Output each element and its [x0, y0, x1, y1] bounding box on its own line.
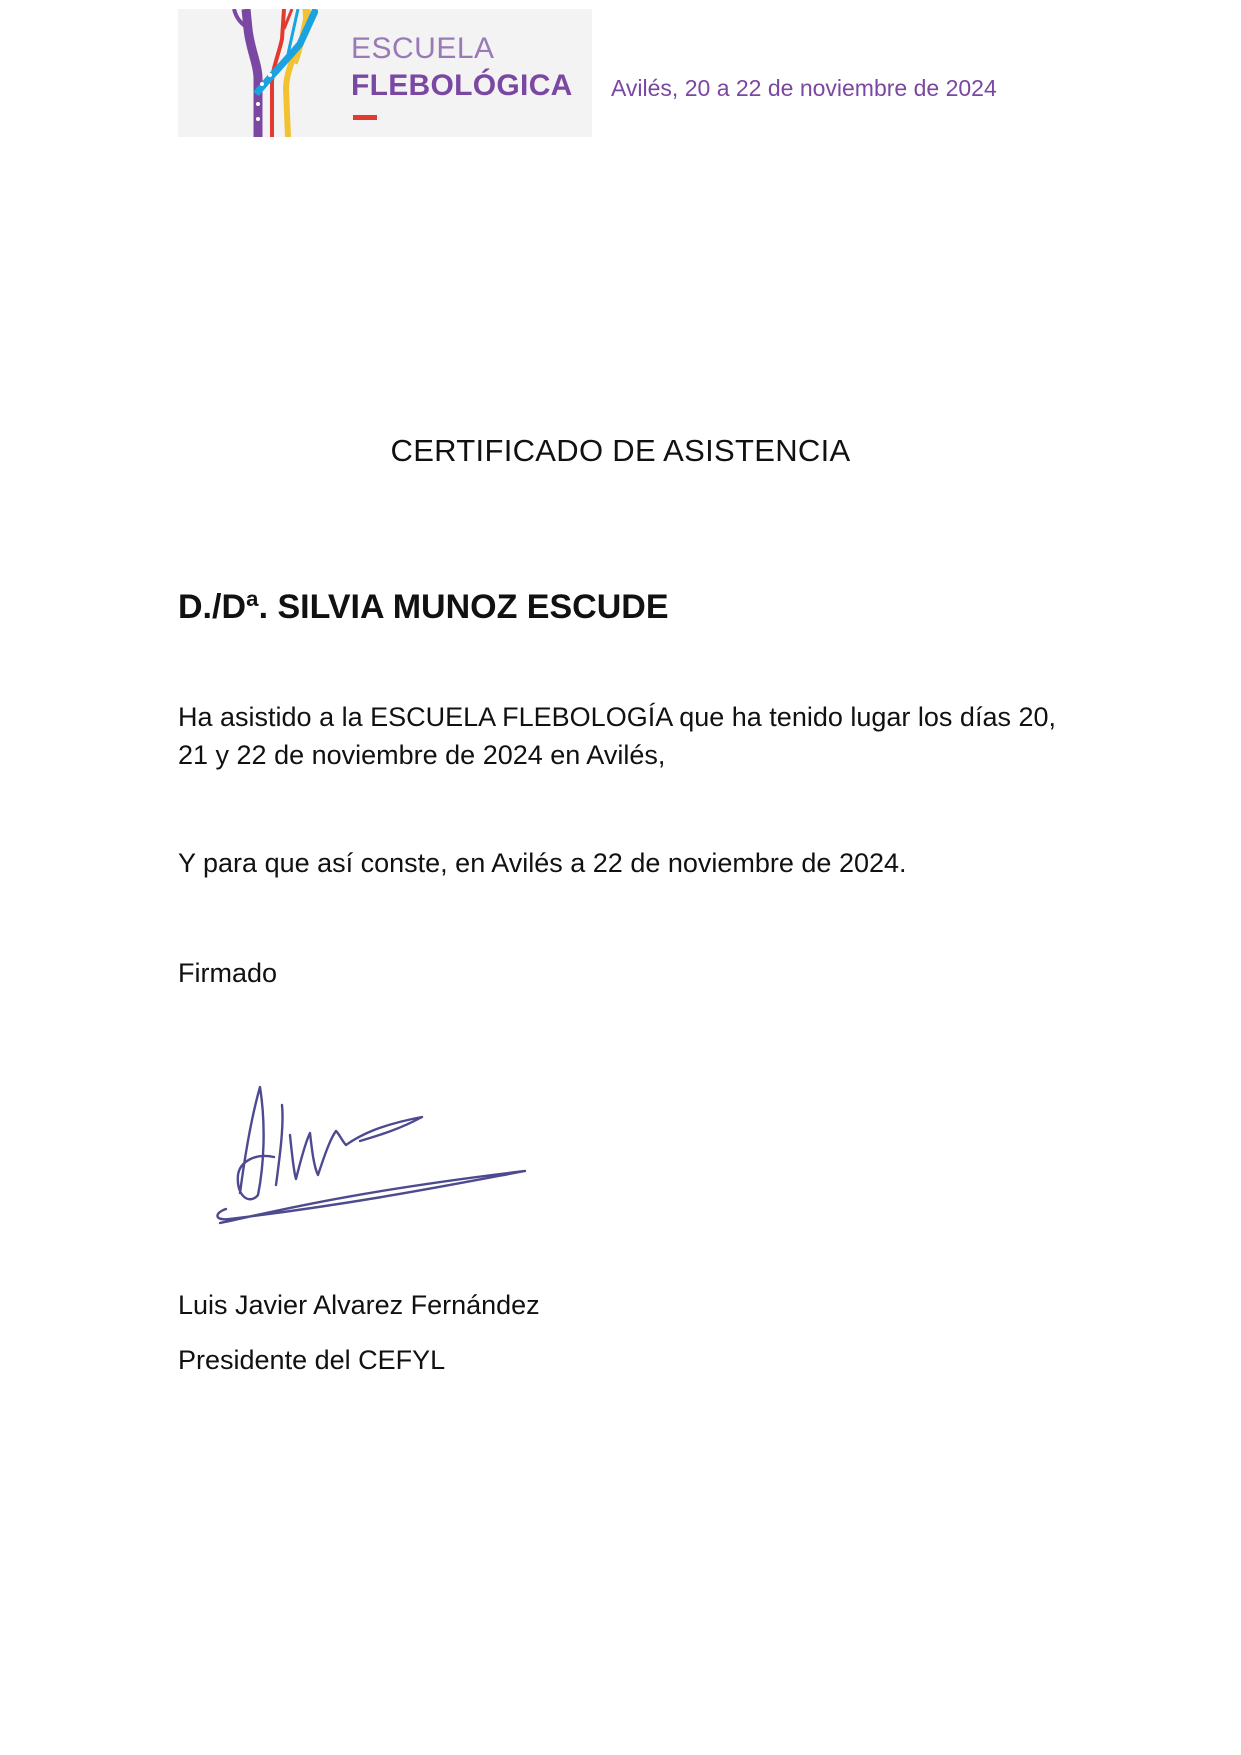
- logo-text-flebologica: FLEBOLÓGICA: [351, 69, 573, 102]
- escuela-flebologica-logo: [178, 9, 592, 137]
- vein-tree-logo-icon: [228, 9, 318, 137]
- certificate-title: CERTIFICADO DE ASISTENCIA: [390, 433, 851, 468]
- handwritten-signature: [200, 1075, 560, 1235]
- attendance-statement: Ha asistido a la ESCUELA FLEBOLOGÍA que ha tenido lugar los días 20, 21 y 22 de noviembre de 2024 en Avilés,: [178, 702, 1057, 770]
- closing-statement: Y para que así conste, en Avilés a 22 de noviembre de 2024.: [178, 848, 907, 878]
- signer-role: Presidente del CEFYL: [178, 1345, 446, 1375]
- recipient-name: D./Dª. SILVIA MUNOZ ESCUDE: [178, 588, 669, 626]
- event-date: Avilés, 20 a 22 de noviembre de 2024: [611, 75, 997, 101]
- logo-red-dash: [353, 115, 377, 120]
- signer-name: Luis Javier Alvarez Fernández: [178, 1290, 540, 1320]
- logo-text-escuela: ESCUELA: [351, 32, 495, 65]
- signed-label: Firmado: [178, 958, 278, 988]
